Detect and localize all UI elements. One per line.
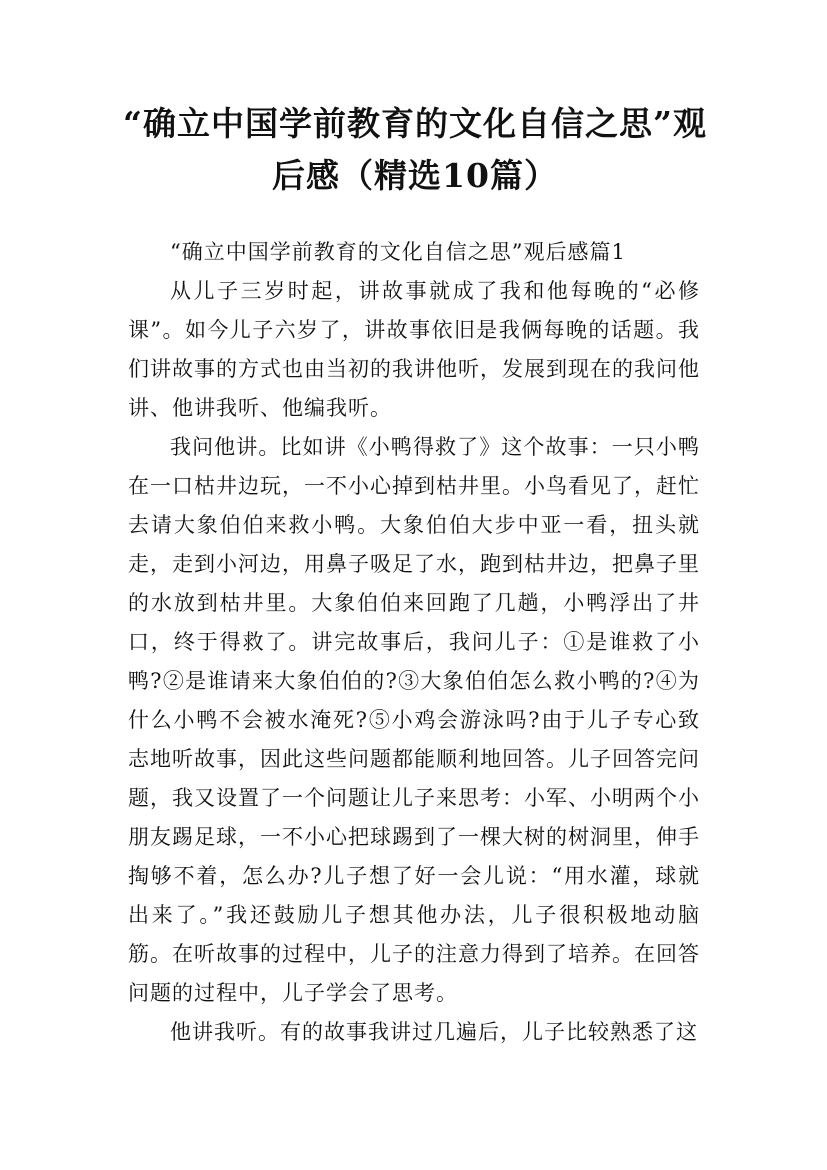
paragraph-1: 从儿子三岁时起，讲故事就成了我和他每晚的“必修课”。如今儿子六岁了，讲故事依旧是我俩每晚的话题。我们讲故事的方式也由当初的我讲他听，发展到现在的我问他讲、他讲我听、他编我听。	[128, 279, 700, 420]
document-title: “确立中国学前教育的文化自信之思”观后感（精选10篇）	[123, 104, 707, 195]
section-heading: “确立中国学前教育的文化自信之思”观后感篇1	[170, 240, 626, 264]
paragraph-2: 我问他讲。比如讲《小鸭得救了》这个故事：一只小鸭在一口枯井边玩，一不小心掉到枯井里。小鸟看见了，赶忙去请大象伯伯来救小鸭。大象伯伯大步中亚一看，扭头就走，走到小河边，用鼻子吸足了水，跑到枯井边，把鼻子里的水放到枯井里。大象伯伯来回跑了几趟，小鸭浮出了井口，终于得救了。讲完故事后，我问儿子：①是谁救了小鸭?②是谁请来大象伯伯的?③大象伯伯怎么救小鸭的?④为什么小鸭不会被水淹死?⑤小鸡会游泳吗?由于儿子专心致志地听故事，因此这些问题都能顺利地回答。儿子回答完问题，我又设置了一个问题让儿子来思考：小军、小明两个小朋友踢足球，一不小心把球踢到了一棵大树的树洞里，伸手掏够不着，怎么办?儿子想了好一会儿说：“用水灌，球就出来了。”我还鼓励儿子想其他办法，儿子很积极地动脑筋。在听故事的过程中，儿子的注意力得到了培养。在回答问题的过程中，儿子学会了思考。	[128, 435, 700, 1005]
paragraph-3: 他讲我听。有的故事我讲过几遍后，儿子比较熟悉了这	[170, 1020, 698, 1044]
document-body	[128, 233, 700, 1052]
